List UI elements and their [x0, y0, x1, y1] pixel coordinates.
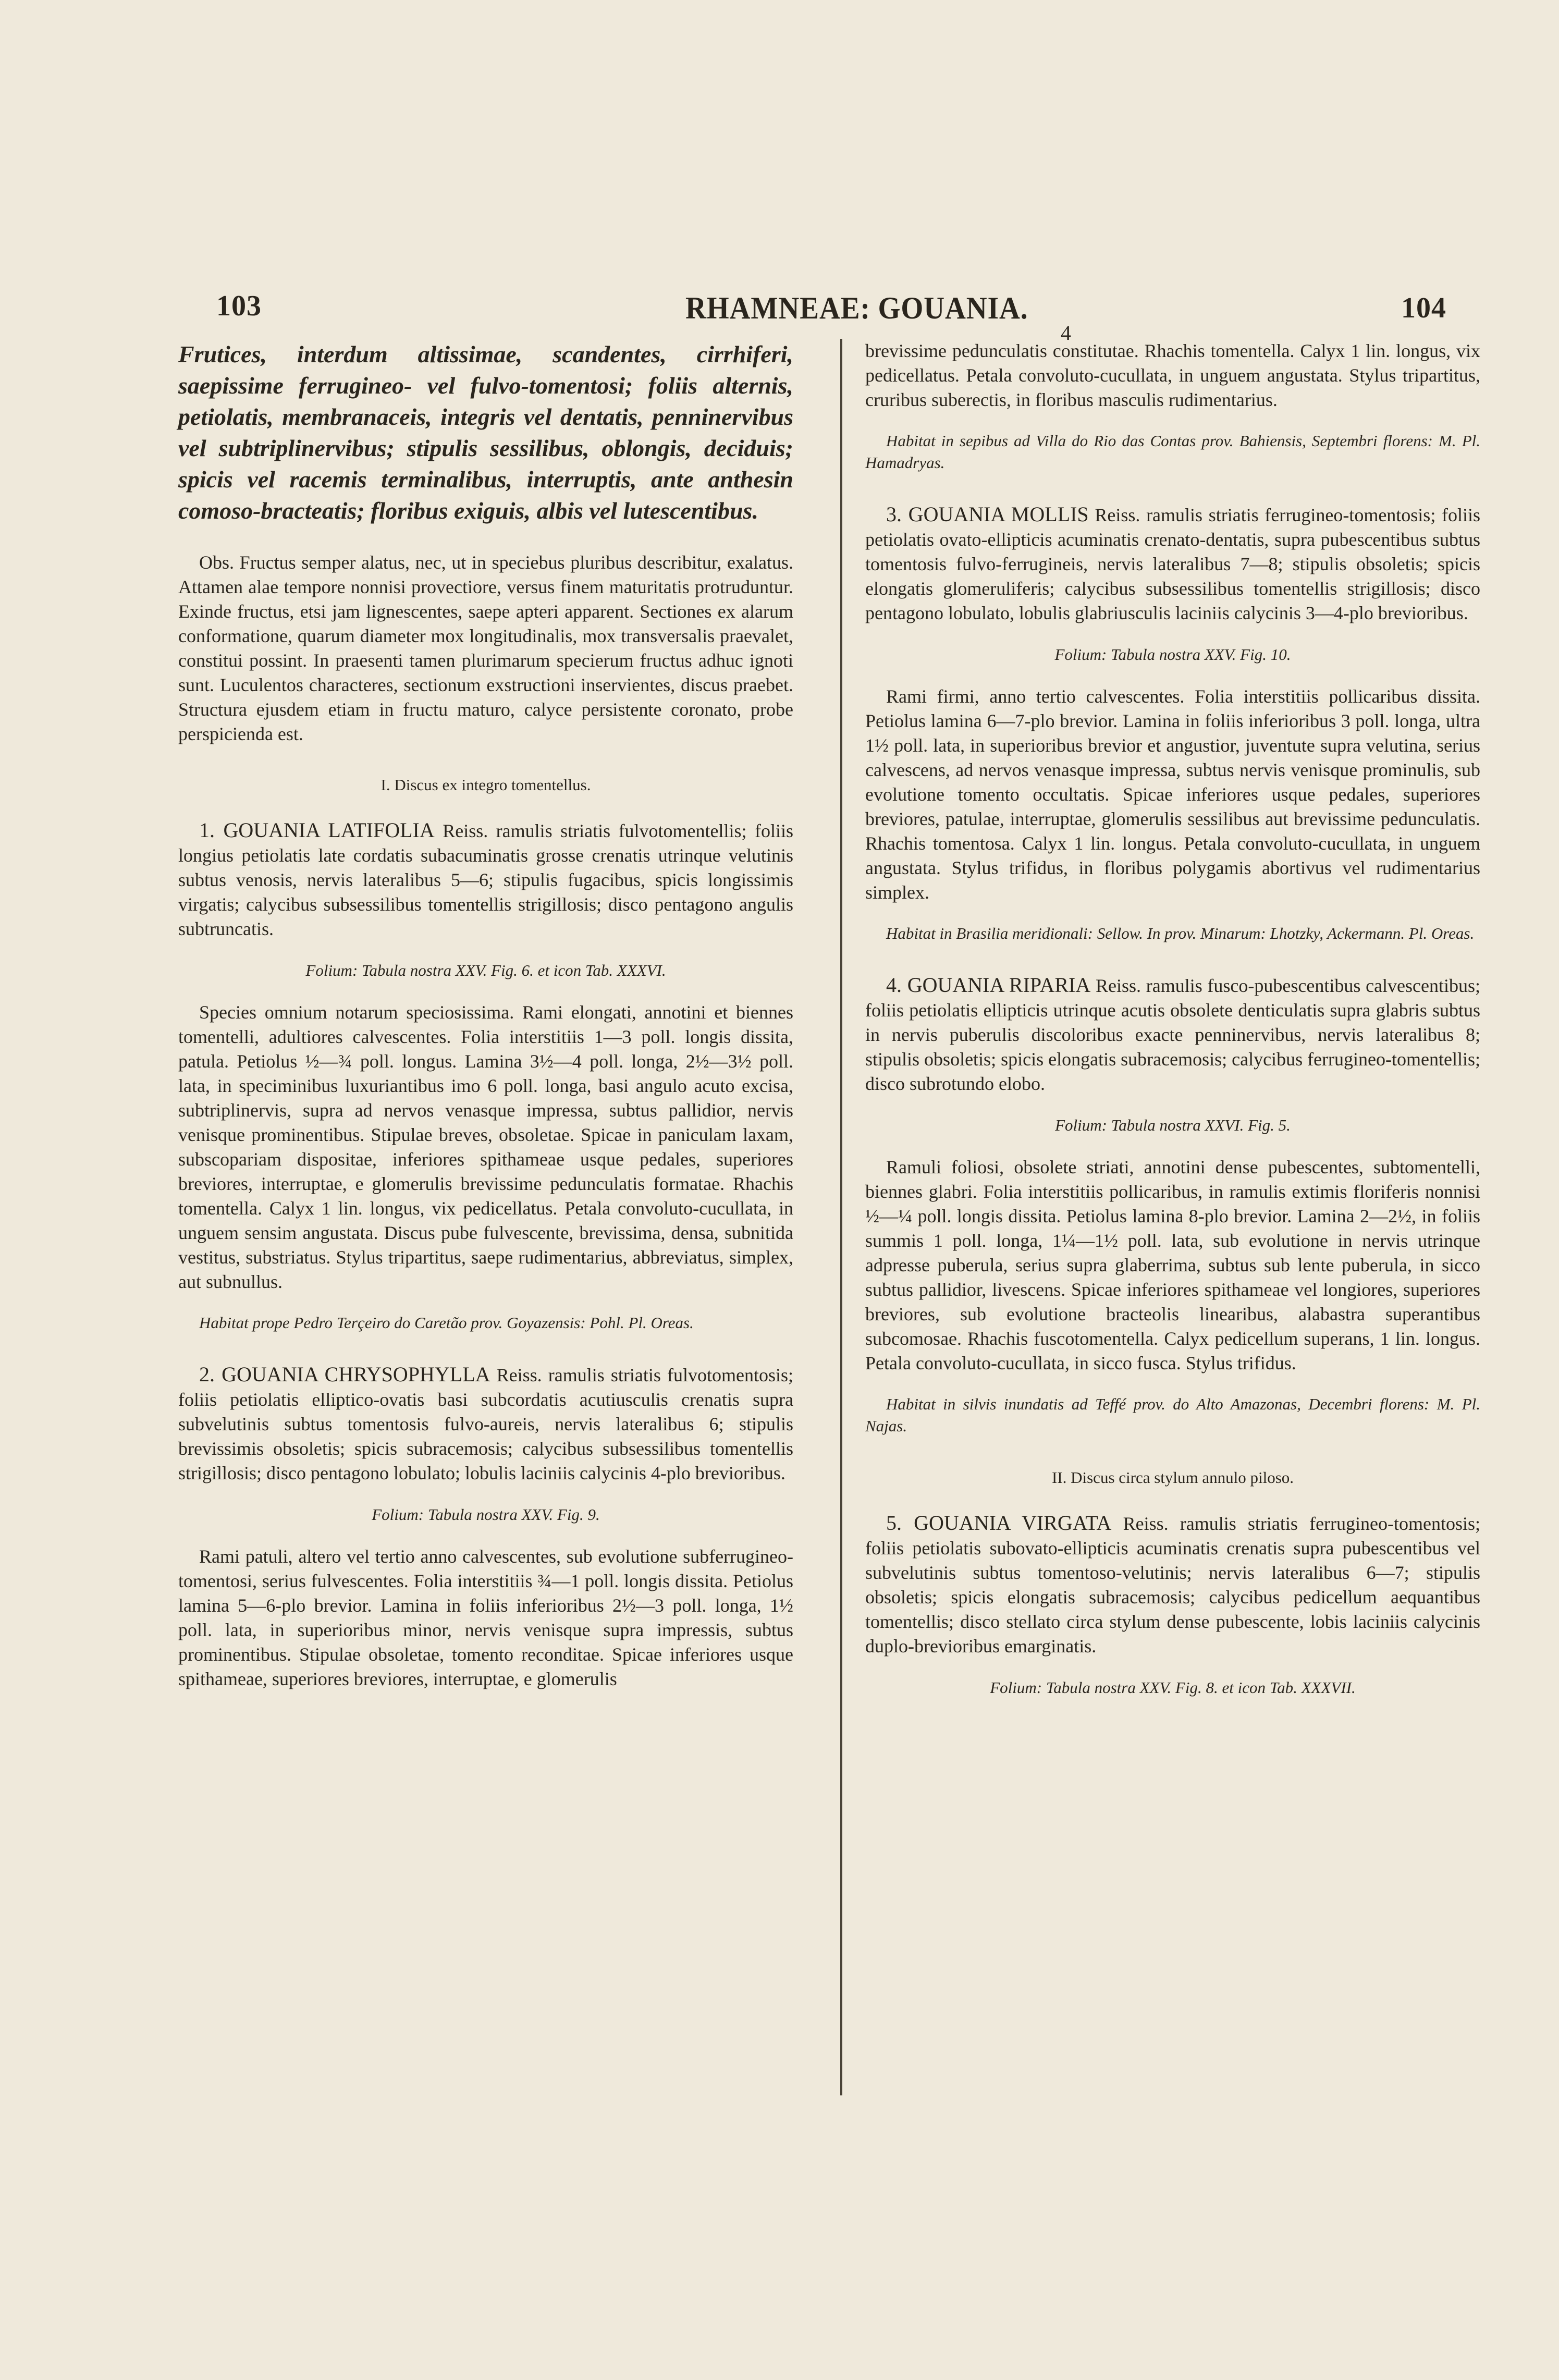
observation-paragraph: Obs. Fructus semper alatus, nec, ut in speciebus pluribus describitur, exalatus. Attamen alae tempore nonnisi provectiore, versus finem maturitatis protruduntur. Exinde fructus, etsi jam lignescentes, saepe apteri apparent. Sectiones ex alarum conformatione, quarum diameter mox longitudinalis, mox transversalis praevalet, constitui possint. In praesenti tamen plurimarum specierum fructus adhuc ignoti sunt. Luculentos characteres, sectionum exstructioni inservientes, discus praebet. Structura ejusdem etiam in fructu maturo, calyce persistente coronato, probe perspicienda est.: [178, 552, 793, 744]
habitat-note: Habitat in silvis inundatis ad Teffé prov. do Alto Amazonas, Decembri florens: M. Pl. Najas.: [865, 1395, 1480, 1435]
right-column: [865, 339, 1480, 1717]
species-diagnosis: Reiss. ramulis striatis fulvotomentosis; foliis petiolatis elliptico-ovatis basi subcordatis acutiusculis crenatis supra subvelutinis subtus tomentosis fulvo-aureis, nervis lateralibus 6; stipulis brevissimis obsoletis; spicis subracemosis; calycibus subsessilibus tomentellis strigillosis; disco pentagono lobulato; lobulis laciniis calycinis 4-plo brevioribus.: [178, 1365, 793, 1483]
page-header: [216, 284, 1446, 345]
species-text-continued: brevissime pedunculatis constitutae. Rhachis tomentella. Calyx 1 lin. longus, vix pedicellatus. Petala convoluto-cucullata, in unguem angustata. Stylus tripartitus, cruribus suberectis, in floribus masculis rudimentarius.: [865, 340, 1480, 410]
species-name: 1. GOUANIA LATIFOLIA: [199, 818, 435, 842]
habitat-note: Habitat in Brasilia meridionali: Sellow. In prov. Minarum: Lhotzky, Ackermann. Pl. Oreas.: [886, 924, 1475, 942]
left-column: [178, 339, 793, 1705]
species-name: 3. GOUANIA MOLLIS: [886, 502, 1089, 526]
column-mark: 4: [1061, 321, 1072, 345]
plate-reference: Folium: Tabula nostra XXV. Fig. 6. et icon Tab. XXXVI.: [305, 961, 666, 979]
species-text: Rami firmi, anno tertio calvescentes. Folia interstitiis pollicaribus dissita. Petiolus lamina 6—7-plo brevior. Lamina in foliis inferioribus 3 poll. longa, ultra 1½ poll. lata, in superioribus brevior et angustior, juventute supra velutina, serius calvescens, ad nervos venasque impressa, subtus nervis venisque prominulis, sub evolutione tomento occultatis. Spicae inferiores usque pedales, superiores breviores, patulae, interruptae, glomerulis sessilibus aut brevissime pedunculatis. Rhachis tomentosa. Calyx 1 lin. longus. Petala convoluto-cucullata, in unguem angustata. Stylus trifidus, in floribus polygamis abortivus vel rudimentarius simplex.: [865, 686, 1480, 903]
plate-reference: Folium: Tabula nostra XXV. Fig. 10.: [1054, 645, 1291, 664]
species-name: 2. GOUANIA CHRYSOPHYLLA: [199, 1363, 490, 1386]
species-diagnosis: Reiss. ramulis fusco-pubescentibus calvescentibus; foliis petiolatis ellipticis utrinque acutis obsolete denticulatis supra glabris subtus in nervis puberulis discoloribus exacte penninervibus, nervis lateralibus 8; stipulis obsoletis; spicis elongatis subracemosis; calycibus ferrugineo-tomentellis; disco subrotundo elobo.: [865, 975, 1481, 1094]
genus-description: Frutices, interdum altissimae, scandentes, cirrhiferi, saepissime ferrugineo- vel fulvo-tomentosi; foliis alternis, petiolatis, membranaceis, integris vel dentatis, penninervibus vel subtriplinervibus; stipulis sessilibus, oblongis, deciduis; spicis vel racemis terminalibus, interruptis, ante anthesin comoso-bracteatis; floribus exiguis, albis vel lutescentibus.: [178, 341, 793, 524]
species-diagnosis: Reiss. ramulis striatis ferrugineo-tomentosis; foliis petiolatis ovato-ellipticis acuminatis crenato-dentatis, supra pubescentibus subtus tomentosis fulvo-ferrugineis, nervis lateralibus 7—8; stipulis obsoletis; spicis elongatis glomeruliferis; calycibus subsessilibus tomentellis strigillosis; disco pentagono lobulato, lobulis glabriusculis laciniis calycinis 3—4-plo brevioribus.: [865, 505, 1481, 623]
species-name: 5. GOUANIA VIRGATA: [886, 1511, 1112, 1535]
species-text: Ramuli foliosi, obsolete striati, annotini dense pubescentes, subtomentelli, biennes glabri. Folia interstitiis pollicaribus, in ramulis extimis floriferis nonnisi ½—¼ poll. longis dissita. Petiolus lamina 8-plo brevior. Lamina 2—2½, in foliis summis 1 poll. longa, 1¼—1½ poll. lata, sub evolutione in nervis utrinque adpresse puberula, serius supra glaberrima, subtus sub lente puberula, in sicco subtus pallidior, livescens. Spicae inferiores spithameae vel longiores, superiores breviores, sub evolutione bracteolis linearibus, alabastra superantibus subcomosae. Rhachis fuscotomentella. Calyx pedicellum superans, 1 lin. longus. Petala convoluto-cucullata, in sicco fusca. Stylus trifidus.: [865, 1157, 1480, 1373]
column-divider: [840, 339, 842, 2095]
plate-reference: Folium: Tabula nostra XXV. Fig. 8. et icon Tab. XXXVII.: [990, 1678, 1356, 1697]
section-heading-2: II. Discus circa stylum annulo piloso.: [1051, 1468, 1294, 1487]
species-name: 4. GOUANIA RIPARIA: [886, 973, 1091, 997]
species-diagnosis: Reiss. ramulis striatis fulvotomentellis; foliis longius petiolatis late cordatis subacuminatis grosse crenatis utrinque velutinis subtus venosis, nervis lateralibus 5—6; stipulis fugacibus, spicis longissimis virgatis; calycibus subsessilibus tomentellis strigillosis; disco pentagono angulis subtruncatis.: [178, 820, 793, 939]
running-title: RHAMNEAE: GOUANIA.: [685, 291, 1028, 325]
plate-reference: Folium: Tabula nostra XXV. Fig. 9.: [372, 1505, 600, 1524]
plate-reference: Folium: Tabula nostra XXVI. Fig. 5.: [1055, 1116, 1291, 1134]
section-heading-1: I. Discus ex integro tomentellus.: [380, 776, 591, 794]
habitat-note: Habitat prope Pedro Terçeiro do Caretão prov. Goyazensis: Pohl. Pl. Oreas.: [199, 1314, 694, 1332]
species-diagnosis: Reiss. ramulis striatis ferrugineo-tomentosis; foliis petiolatis subovato-ellipticis acuminatis crenatis supra pubescentibus vel subvelutinis subtus tomentoso-velutinis; nervis lateralibus 6—7; stipulis obsoletis; spicis elongatis subracemosis; calycibus pedicellum aequantibus tomentellis; disco stellato circa stylum dense pubescente, lobis laciniis calycinis duplo-brevioribus emarginatis.: [865, 1513, 1480, 1657]
species-entry-5: [865, 1511, 1480, 1659]
species-text: Rami patuli, altero vel tertio anno calvescentes, sub evolutione subferrugineo-tomentosi, serius fulvescentes. Folia interstitiis ¾—1 poll. longis dissita. Petiolus lamina 5—6-plo brevior. Lamina in foliis inferioribus 2½—3 poll. longa, 1½ poll. lata, in superioribus minor, nervis venisque supra impressis, subtus prominentibus. Stipulae obsoletae, tomento reconditae. Spicae inferiores usque spithameae, superiores breviores, interruptae, e glomerulis: [178, 1546, 793, 1689]
species-entry-4: [865, 973, 1480, 1096]
species-entry-3: [865, 502, 1480, 625]
page-number-right: 104: [1401, 292, 1446, 324]
page-number-left: 103: [216, 290, 262, 322]
species-entry-2: [178, 1362, 793, 1486]
habitat-note: Habitat in sepibus ad Villa do Rio das Contas prov. Bahiensis, Septembri florens: M. Pl. Hamadryas.: [865, 432, 1480, 472]
species-entry-1: [178, 818, 793, 941]
species-text: Species omnium notarum speciosissima. Rami elongati, annotini et biennes tomentelli, adultiores calvescentes. Folia interstitiis 1—3 poll. longis dissita, patula. Petiolus ½—¾ poll. longus. Lamina 3½—4 poll. longa, 2½—3½ poll. lata, in speciminibus luxuriantibus imo 6 poll. longa, basi angulo acuto excisa, subtriplinervis, supra ad nervos venasque impressa, subtus pallidior, nervis venisque prominentibus. Stipulae breves, obsoletae. Spicae in paniculam laxam, subscopariam dispositae, inferiores spithameae usque pedales, superiores breviores, interruptae, e glomerulis brevissime pedunculatis formatae. Rhachis tomentella. Calyx 1 lin. longus, vix pedicellatus. Petala convoluto-cucullata, in unguem sensim angustata. Discus pube fulvescente, brevissima, densa, subnitida vestitus, substriatus. Stylus tripartitus, saepe rudimentarius, abbreviatus, simplex, aut subnullus.: [178, 1002, 793, 1292]
